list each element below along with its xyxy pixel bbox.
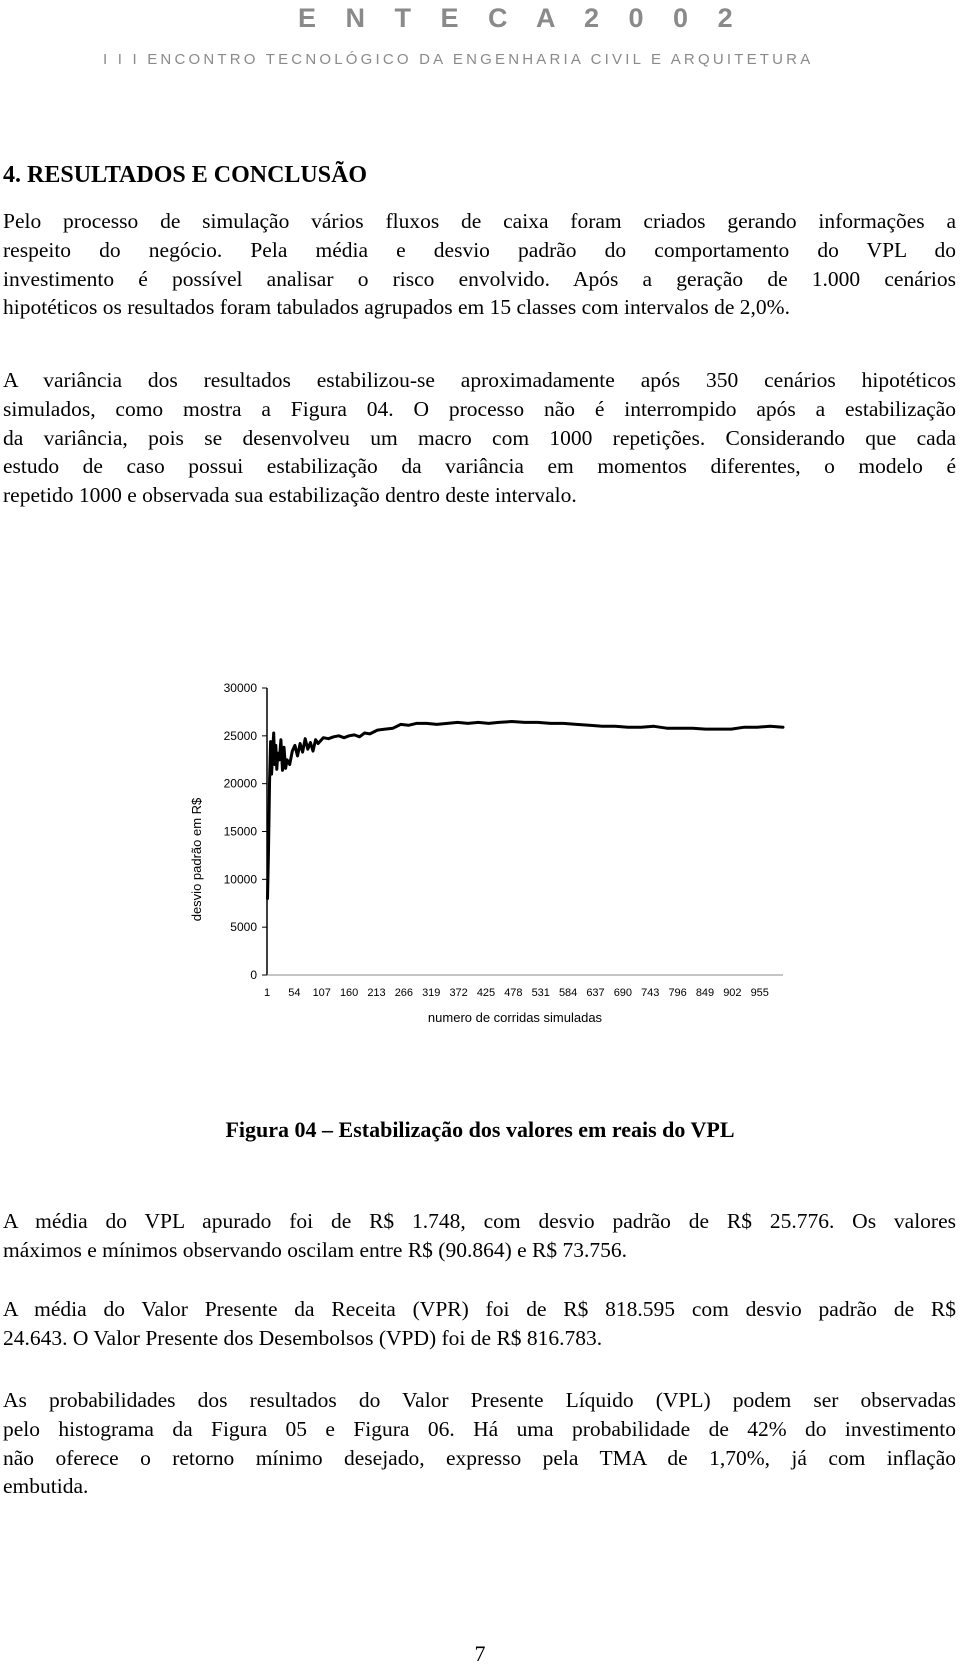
text-line: da variância, pois se desenvolveu um macro com 1000 repetições. Considerando que cada [3,425,956,450]
text-line: embutida. [3,1474,89,1499]
text-line: repetido 1000 e observada sua estabilização dentro deste intervalo. [3,483,577,508]
x-tick-label: 107 [312,987,331,999]
text-line: pelo histograma da Figura 05 e Figura 06. Há uma probabilidade de 42% do investimento [3,1416,956,1441]
text-line: não oferece o retorno mínimo desejado, expresso pela TMA de 1,70%, já com inflação [3,1445,956,1470]
paragraph-4 [3,1295,956,1353]
paragraph-5 [3,1386,956,1501]
x-tick-label: 531 [531,987,550,999]
x-tick-label: 319 [422,987,441,999]
series-line-0 [268,722,784,899]
x-tick-label: 690 [613,987,633,999]
text-line: máximos e mínimos observando oscilam entre R$ (90.864) e R$ 73.756. [3,1237,628,1262]
y-tick-label: 0 [250,968,257,982]
x-tick-label: 743 [641,987,660,999]
y-tick-label: 25000 [223,728,257,743]
y-axis-label: desvio padrão em R$ [189,797,204,922]
y-tick-label: 20000 [223,776,257,791]
x-tick-label: 372 [449,987,468,999]
paragraph-2 [3,366,956,510]
y-tick-label: 10000 [223,872,257,887]
text-line: As probabilidades dos resultados do Valor Presente Líquido (VPL) podem ser observadas [3,1388,956,1412]
text-line: estudo de caso possui estabilização da variância em momentos diferentes, o modelo é [3,454,956,479]
x-tick-label: 213 [367,987,386,999]
text-line: simulados, como mostra a Figura 04. O processo não é interrompido após a estabilização [3,396,956,421]
y-tick-label: 30000 [223,681,257,695]
section-heading: 4. RESULTADOS E CONCLUSÃO [3,162,368,188]
y-tick-label: 5000 [230,920,257,935]
chart-svg [180,670,820,1050]
page-number: 7 [474,1641,486,1666]
header-subtitle: I I I ENCONTRO TECNOLÓGICO DA ENGENHARIA CIVIL E ARQUITETURA [103,51,814,68]
x-tick-label: 425 [476,987,496,999]
y-tick-label: 15000 [223,824,257,839]
x-tick-label: 160 [339,987,359,999]
figure-04-chart [180,670,820,1050]
text-line: Pelo processo de simulação vários fluxos de caixa foram criados gerando informações a [3,209,956,233]
text-line: hipotéticos os resultados foram tabulados agrupados em 15 classes com intervalos de 2,0%. [3,295,790,320]
x-tick-label: 796 [668,987,687,999]
text-line: 24.643. O Valor Presente dos Desembolsos (VPD) foi de R$ 816.783. [3,1325,603,1350]
text-line: A média do Valor Presente da Receita (VPR) foi de R$ 818.595 com desvio padrão de R$ [3,1297,956,1321]
text-line: investimento é possível analisar o risco envolvido. Após a geração de 1.000 cenários [3,266,956,291]
x-tick-label: 902 [723,987,742,999]
x-tick-label: 266 [394,987,414,999]
text-line: A variância dos resultados estabilizou-se aproximadamente após 350 cenários hipotéticos [3,368,956,392]
text-line: respeito do negócio. Pela média e desvio padrão do comportamento do VPL do [3,237,956,262]
figure-caption: Figura 04 – Estabilização dos valores em reais do VPL [225,1117,735,1142]
x-tick-label: 478 [504,987,523,999]
x-tick-label: 955 [750,987,769,999]
x-tick-label: 584 [558,987,578,999]
x-tick-label: 54 [288,987,301,999]
paragraph-3 [3,1207,956,1265]
x-tick-label: 1 [263,987,271,999]
x-axis-label: numero de corridas simuladas [427,1010,603,1025]
text-line: A média do VPL apurado foi de R$ 1.748, com desvio padrão de R$ 25.776. Os valores [3,1209,956,1233]
paragraph-1 [3,207,956,322]
x-tick-label: 849 [695,987,715,999]
x-tick-label: 637 [586,987,605,999]
header-title: E N T E C A 2 0 0 2 [298,3,744,33]
